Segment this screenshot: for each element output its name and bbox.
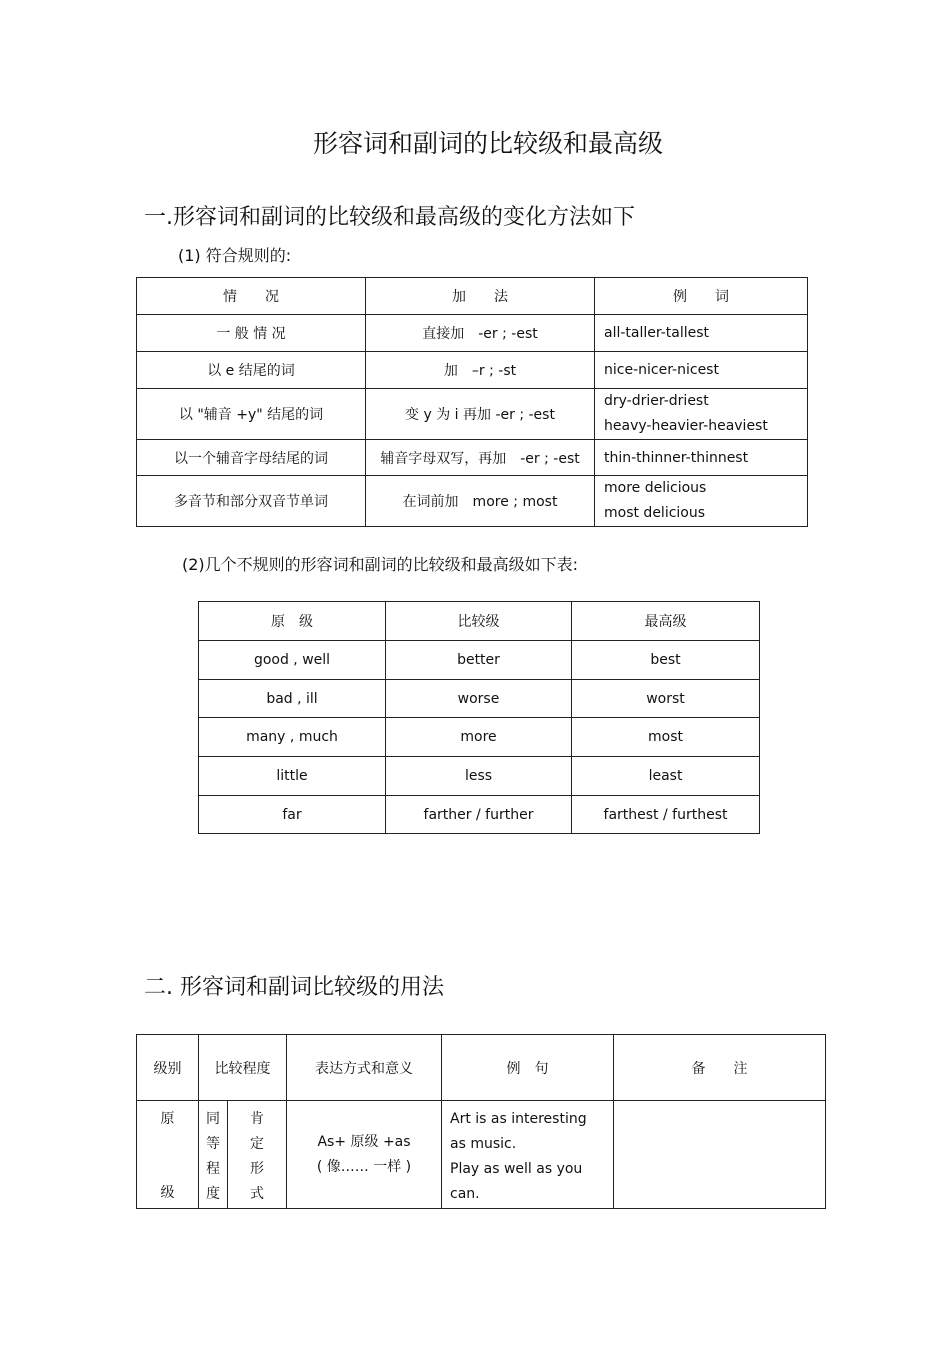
- table-row: [199, 718, 760, 757]
- rule-example: thin-thinner-thinnest: [595, 440, 808, 476]
- table-header-row: [137, 1035, 826, 1101]
- expression-line: As+ 原级 +as: [317, 1133, 411, 1150]
- degree-cell: [199, 1101, 228, 1209]
- rule-case: 以一个辅音字母结尾的词: [137, 440, 366, 476]
- header-superlative: 最高级: [572, 602, 760, 641]
- comparative-cell: better: [386, 641, 572, 680]
- table-row: [137, 1101, 826, 1209]
- part2-label: (2)几个不规则的形容词和副词的比较级和最高级如下表:: [182, 555, 579, 574]
- superlative-cell: most: [572, 718, 760, 757]
- form-cell: [228, 1101, 287, 1209]
- example-line: most delicious: [604, 505, 706, 521]
- rule-method: 辅音字母双写，再加 -er ; -est: [366, 440, 595, 476]
- rule-method: 变 y 为 i 再加 -er ; -est: [366, 389, 595, 440]
- rule-case: 以 "辅音 +y" 结尾的词: [137, 389, 366, 440]
- degree-text: 同等程度: [206, 1111, 220, 1202]
- table-row: [199, 757, 760, 796]
- expression-cell: [287, 1101, 442, 1209]
- superlative-cell: least: [572, 757, 760, 796]
- example-line: Play as well as you: [450, 1161, 583, 1177]
- header-positive: 原 级: [199, 602, 386, 641]
- comparative-cell: worse: [386, 680, 572, 718]
- superlative-cell: best: [572, 641, 760, 680]
- level-top: 原: [160, 1111, 175, 1127]
- rule-method: 加 –r ; -st: [366, 352, 595, 389]
- table-row: [137, 315, 808, 352]
- header-expression: 表达方式和意义: [287, 1035, 442, 1101]
- rule-example: nice-nicer-nicest: [595, 352, 808, 389]
- positive-cell: little: [199, 757, 386, 796]
- superlative-cell: worst: [572, 680, 760, 718]
- comparative-usage-table: [136, 1034, 826, 1209]
- rule-example: [595, 476, 808, 527]
- table-row: [137, 389, 808, 440]
- table-row: [137, 352, 808, 389]
- section1-heading: 一.形容词和副词的比较级和最高级的变化方法如下: [144, 205, 635, 230]
- rule-case: 一 般 情 况: [137, 315, 366, 352]
- positive-cell: good , well: [199, 641, 386, 680]
- irregular-forms-table: [198, 601, 760, 834]
- rule-case: 以 e 结尾的词: [137, 352, 366, 389]
- rule-method: 直接加 -er ; -est: [366, 315, 595, 352]
- expression-line: ( 像…… 一样 ): [316, 1158, 412, 1175]
- table-row: [199, 796, 760, 834]
- positive-cell: far: [199, 796, 386, 834]
- header-level: 级别: [137, 1035, 199, 1101]
- form-text: 肯定形式: [250, 1111, 264, 1202]
- regular-rules-table: [136, 277, 808, 527]
- example-line: dry-drier-driest: [604, 393, 709, 409]
- header-method: 加 法: [366, 278, 595, 315]
- header-degree: 比较程度: [199, 1035, 287, 1101]
- rule-example: [595, 389, 808, 440]
- table-row: [137, 476, 808, 527]
- example-line: heavy-heavier-heaviest: [604, 418, 768, 434]
- example-line: more delicious: [604, 480, 707, 496]
- example-cell: [442, 1101, 614, 1209]
- section2-heading: 二. 形容词和副词比较级的用法: [144, 975, 444, 1000]
- table-row: [137, 440, 808, 476]
- level-bottom: 级: [160, 1185, 175, 1201]
- rule-example: all-taller-tallest: [595, 315, 808, 352]
- example-line: Art is as interesting: [450, 1111, 587, 1127]
- example-line: can.: [450, 1186, 480, 1202]
- positive-cell: many , much: [199, 718, 386, 757]
- page-title: 形容词和副词的比较级和最高级: [312, 129, 663, 158]
- header-comparative: 比较级: [386, 602, 572, 641]
- example-line: as music.: [450, 1136, 517, 1152]
- note-cell: [614, 1101, 826, 1209]
- positive-cell: bad , ill: [199, 680, 386, 718]
- comparative-cell: more: [386, 718, 572, 757]
- level-cell: [137, 1101, 199, 1209]
- rule-method: 在词前加 more ; most: [366, 476, 595, 527]
- table-header-row: [137, 278, 808, 315]
- table-row: [199, 680, 760, 718]
- part1-label: (1) 符合规则的:: [178, 246, 292, 265]
- table-row: [199, 641, 760, 680]
- table-header-row: [199, 602, 760, 641]
- superlative-cell: farthest / furthest: [572, 796, 760, 834]
- header-example: 例 句: [442, 1035, 614, 1101]
- header-case: 情 况: [137, 278, 366, 315]
- header-note: 备 注: [614, 1035, 826, 1101]
- rule-case: 多音节和部分双音节单词: [137, 476, 366, 527]
- comparative-cell: farther / further: [386, 796, 572, 834]
- comparative-cell: less: [386, 757, 572, 796]
- header-example: 例 词: [595, 278, 808, 315]
